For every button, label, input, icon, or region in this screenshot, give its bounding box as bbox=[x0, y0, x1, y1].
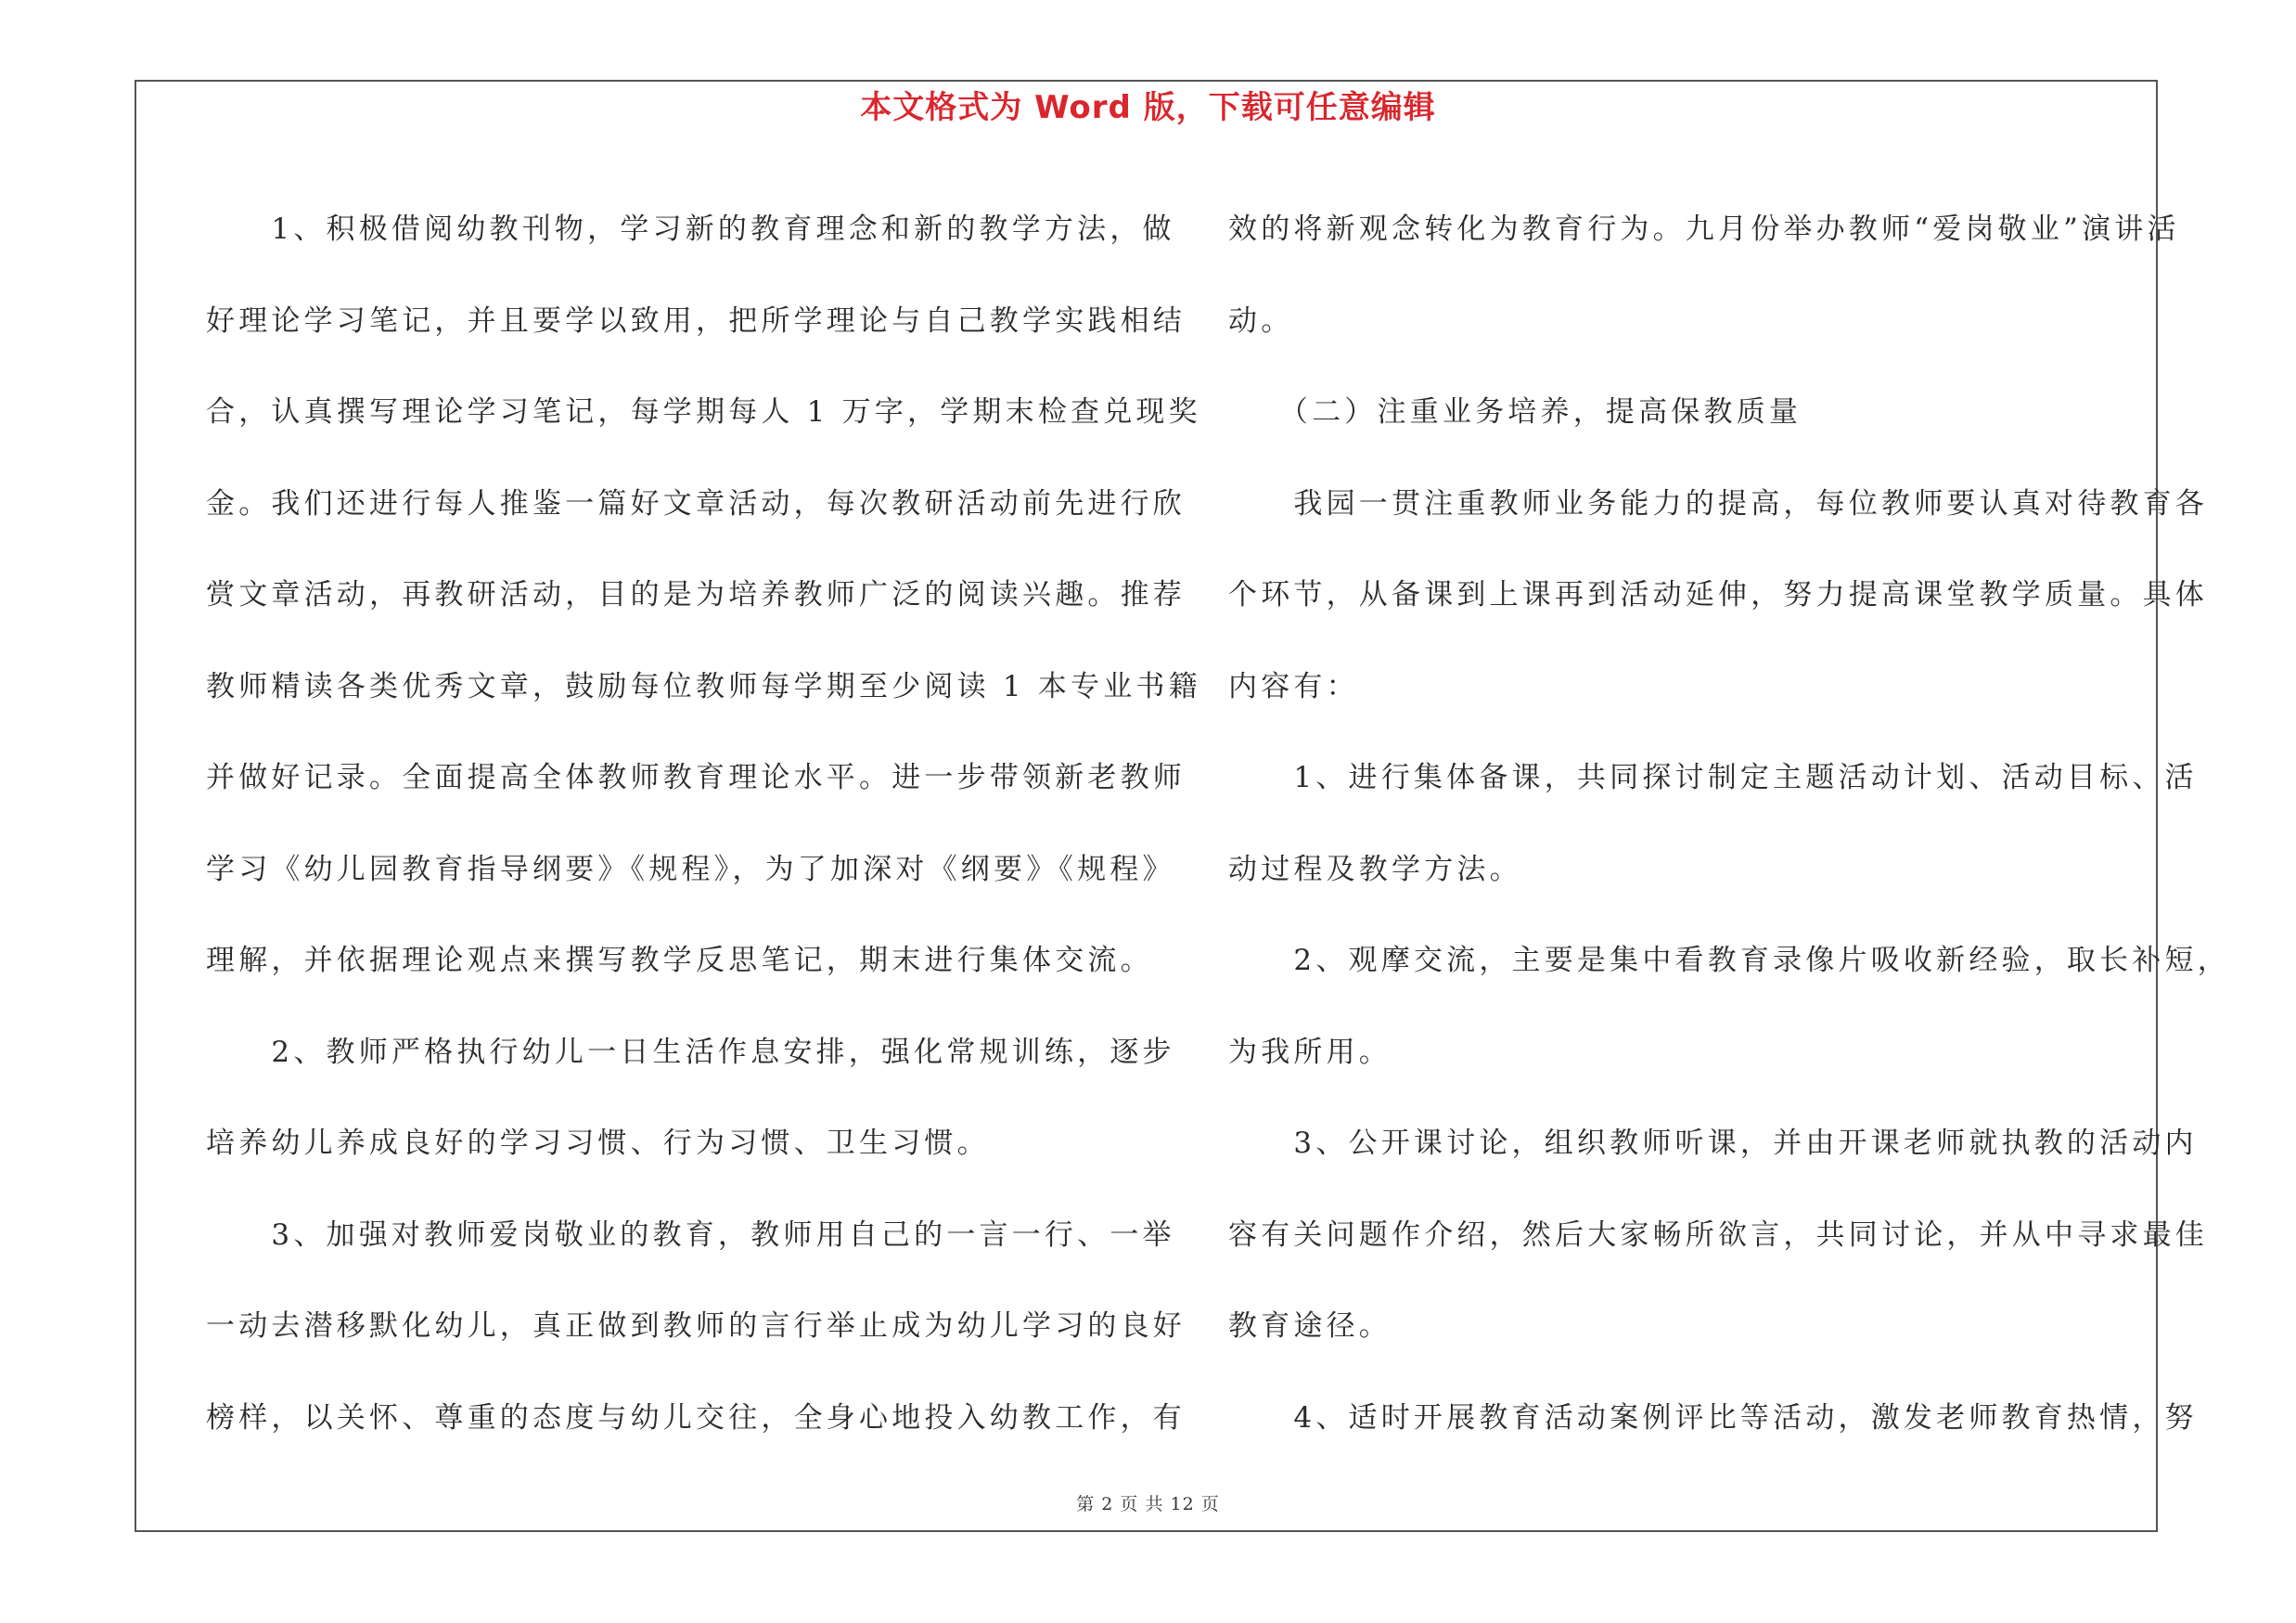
section-heading: （二）注重业务培养，提高保教质量 bbox=[1228, 395, 1802, 429]
text-line: 金。我们还进行每人推鉴一篇好文章活动，每次教研活动前先进行欣 bbox=[206, 486, 1186, 521]
text-line: 榜样，以关怀、尊重的态度与幼儿交往，全身心地投入幼教工作，有 bbox=[206, 1400, 1186, 1435]
text-line: 动过程及教学方法。 bbox=[1228, 852, 1522, 886]
text-line: 3、加强对教师爱岗敬业的教育，教师用自己的一言一行、一举 bbox=[206, 1217, 1175, 1252]
right-text-column bbox=[1228, 184, 2230, 1463]
text-line: 教师精读各类优秀文章，鼓励每位教师每学期至少阅读 1 本专业书籍 bbox=[206, 669, 1201, 703]
text-line: 个环节，从备课到上课再到活动延伸，努力提高课堂教学质量。具体 bbox=[1228, 578, 2208, 612]
text-line: 1、进行集体备课，共同探讨制定主题活动计划、活动目标、活 bbox=[1228, 761, 2198, 794]
text-line: 理解，并依据理论观点来撰写教学反思笔记，期末进行集体交流。 bbox=[206, 944, 1153, 977]
text-line: 赏文章活动，再教研活动，目的是为培养教师广泛的阅读兴趣。推荐 bbox=[206, 578, 1186, 612]
text-line: 内容有： bbox=[1228, 669, 1359, 703]
format-notice-banner: 本文格式为 Word 版，下载可任意编辑 bbox=[860, 89, 1436, 126]
text-line: 学习《幼儿园教育指导纲要》《规程》，为了加深对《纲要》《规程》 bbox=[206, 852, 1175, 886]
text-line: 2、教师严格执行幼儿一日生活作息安排，强化常规训练，逐步 bbox=[206, 1035, 1175, 1069]
text-line: 4、适时开展教育活动案例评比等活动，激发老师教育热情，努 bbox=[1228, 1400, 2198, 1435]
page-number-footer: 第 2 页 共 12 页 bbox=[1076, 1494, 1220, 1514]
text-line: 1、积极借阅幼教刊物，学习新的教育理念和新的教学方法，做 bbox=[206, 213, 1175, 246]
text-line: 3、公开课讨论，组织教师听课，并由开课老师就执教的活动内 bbox=[1228, 1127, 2198, 1160]
text-line: 我园一贯注重教师业务能力的提高，每位教师要认真对待教育各 bbox=[1228, 486, 2208, 521]
text-line: 为我所用。 bbox=[1228, 1035, 1392, 1069]
text-line: 效的将新观念转化为教育行为。九月份举办教师“爱岗敬业”演讲活 bbox=[1228, 213, 2180, 246]
text-line: 好理论学习笔记，并且要学以致用，把所学理论与自己教学实践相结 bbox=[206, 303, 1186, 338]
text-line: 合，认真撰写理论学习笔记，每学期每人 1 万字，学期末检查兑现奖 bbox=[206, 395, 1201, 429]
text-line: 动。 bbox=[1228, 303, 1294, 338]
text-line: 教育途径。 bbox=[1228, 1309, 1392, 1343]
left-text-column bbox=[206, 184, 1201, 1463]
text-line: 容有关问题作介绍，然后大家畅所欲言，共同讨论，并从中寻求最佳 bbox=[1228, 1217, 2208, 1252]
text-line: 培养幼儿养成良好的学习习惯、行为习惯、卫生习惯。 bbox=[206, 1127, 990, 1160]
text-line: 一动去潜移默化幼儿，真正做到教师的言行举止成为幼儿学习的良好 bbox=[206, 1309, 1186, 1343]
text-line: 2、观摩交流，主要是集中看教育录像片吸收新经验，取长补短， bbox=[1228, 944, 2230, 977]
text-line: 并做好记录。全面提高全体教师教育理论水平。进一步带领新老教师 bbox=[206, 761, 1186, 794]
